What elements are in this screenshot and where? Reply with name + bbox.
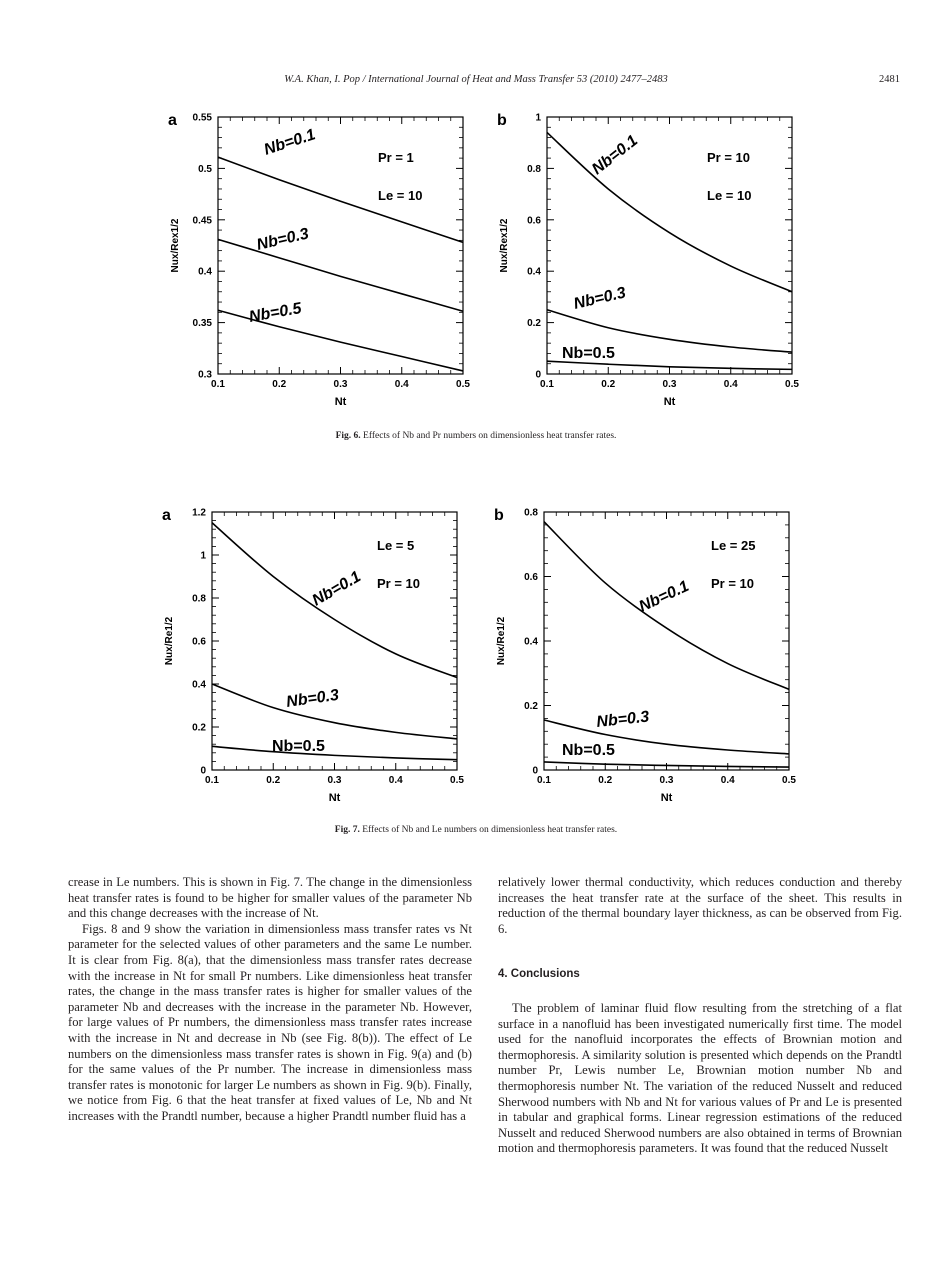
paragraph-1: crease in Le numbers. This is shown in Fig. 7. The change in the dimensionless heat transfer rates is found to be higher for smaller values of the parameter Nb and this change decreases with the increase of Nt. — [68, 875, 472, 921]
fig7-panel-a — [162, 507, 464, 804]
x-tick-label: 0.5 — [450, 775, 464, 786]
fig6-panel-a — [168, 112, 470, 408]
y-tick-label: 0.6 — [524, 572, 538, 583]
parameter-label: Le = 25 — [711, 538, 756, 553]
x-tick-label: 0.4 — [723, 379, 738, 390]
y-axis-label: Nux/Rex1/2 — [499, 218, 510, 273]
plot-frame — [212, 512, 457, 770]
parameter-label: Pr = 10 — [377, 576, 421, 591]
panel-letter: b — [497, 112, 507, 129]
parameter-label: Pr = 10 — [711, 576, 755, 591]
series-line — [212, 523, 457, 678]
fig6-caption — [0, 431, 952, 441]
page-number: 2481 — [879, 74, 900, 85]
y-tick-label: 0.4 — [192, 679, 206, 691]
series-line — [212, 746, 457, 759]
series-line — [547, 132, 792, 291]
series-label: Nb=0.3 — [285, 686, 340, 711]
x-tick-label: 0.1 — [540, 379, 554, 390]
parameter-label: Pr = 1 — [378, 150, 414, 165]
y-tick-label: 0 — [200, 765, 206, 777]
paragraph-3: relatively lower thermal conductivity, which reduces conduction and thereby increases the heat transfer rate at the surface of the sheet. This results in reduction of the thermal boundary layer thickness, as can be observed from Fig. 6. — [498, 875, 902, 936]
y-tick-label: 0.4 — [198, 266, 212, 278]
series-label: Nb=0.1 — [636, 577, 692, 616]
y-tick-label: 0.2 — [192, 722, 206, 734]
y-tick-label: 0 — [532, 765, 538, 777]
fig7-caption-text: Effects of Nb and Le numbers on dimensionless heat transfer rates. — [362, 825, 618, 835]
series-line — [218, 239, 463, 311]
y-tick-label: 0.4 — [527, 266, 541, 278]
x-axis-label: Nt — [334, 396, 347, 408]
parameter-label: Le = 10 — [707, 188, 752, 203]
y-tick-label: 0.35 — [192, 318, 212, 330]
journal-citation: W.A. Khan, I. Pop / International Journal of Heat and Mass Transfer 53 (2010) 2477–2483 — [284, 74, 668, 85]
x-tick-label: 0.4 — [720, 775, 735, 786]
x-tick-label: 0.5 — [785, 379, 799, 390]
x-tick-label: 0.3 — [327, 775, 342, 786]
series-label: Nb=0.5 — [272, 738, 325, 755]
x-tick-label: 0.4 — [394, 379, 409, 390]
y-tick-label: 0 — [535, 369, 541, 381]
y-axis-label: Nux/Re1/2 — [164, 616, 175, 666]
series-label: Nb=0.1 — [588, 132, 642, 179]
series-label: Nb=0.3 — [595, 708, 651, 731]
plot-frame — [547, 117, 792, 374]
series-label: Nb=0.5 — [562, 345, 615, 362]
y-tick-label: 0.55 — [192, 112, 212, 124]
series-label: Nb=0.3 — [255, 225, 311, 254]
right-column — [498, 875, 902, 1157]
fig6-panel-b — [497, 112, 799, 408]
x-tick-label: 0.2 — [272, 379, 287, 390]
x-tick-label: 0.4 — [388, 775, 403, 786]
y-tick-label: 0.3 — [198, 369, 212, 381]
y-tick-label: 0.2 — [527, 318, 541, 330]
y-tick-label: 0.45 — [192, 215, 212, 227]
panel-letter: b — [494, 507, 504, 524]
y-tick-label: 0.5 — [198, 163, 212, 175]
plot-frame — [218, 117, 463, 374]
y-tick-label: 0.6 — [192, 636, 206, 648]
fig7-caption-label: Fig. 7. — [334, 825, 360, 835]
figure-7 — [160, 502, 820, 817]
x-tick-label: 0.2 — [598, 775, 613, 786]
fig7-panel-b — [494, 507, 796, 804]
running-header — [0, 74, 952, 90]
y-tick-label: 0.2 — [524, 701, 538, 712]
y-tick-label: 0.8 — [192, 593, 206, 605]
y-tick-label: 1.2 — [192, 507, 206, 519]
x-tick-label: 0.5 — [456, 379, 470, 390]
fig7-caption — [0, 825, 952, 835]
x-tick-label: 0.3 — [662, 379, 677, 390]
y-axis-label: Nux/Re1/2 — [496, 616, 507, 666]
paragraph-4: The problem of laminar fluid flow resulting from the stretching of a flat surface in a nanofluid has been investigated numerically first time. The model used for the nanofluid incorporates the effects of Brownian motion and thermophoresis. A similarity solution is presented which depends on the Prandtl number Pr, Lewis number Le, Brownian motion number Nb and thermophoresis number Nt. The variation of the reduced Nusselt and reduced Sherwood numbers with Nb and Nt for various values of Pr and Le is presented in tabular and graphical forms. Linear regression estimations of the reduced Nusselt and reduced Sherwood numbers are also obtained in terms of Brownian motion and thermophoresis parameters. It was found that the reduced Nusselt — [498, 1000, 902, 1156]
y-tick-label: 1 — [200, 550, 206, 562]
x-tick-label: 0.1 — [537, 775, 551, 786]
series-label: Nb=0.1 — [309, 568, 364, 610]
x-tick-label: 0.1 — [211, 379, 225, 390]
x-tick-label: 0.3 — [333, 379, 348, 390]
x-tick-label: 0.2 — [601, 379, 616, 390]
left-column — [68, 875, 472, 1125]
x-tick-label: 0.3 — [659, 775, 674, 786]
panel-letter: a — [162, 507, 171, 524]
fig6-caption-text: Effects of Nb and Pr numbers on dimensionless heat transfer rates. — [363, 431, 617, 441]
y-tick-label: 0.4 — [524, 636, 538, 648]
x-tick-label: 0.1 — [205, 775, 219, 786]
x-axis-label: Nt — [328, 792, 341, 804]
section-title: 4. Conclusions — [498, 968, 580, 981]
y-tick-label: 0.8 — [527, 163, 541, 175]
parameter-label: Pr = 10 — [707, 150, 751, 165]
series-label: Nb=0.1 — [261, 126, 318, 159]
x-tick-label: 0.2 — [266, 775, 281, 786]
y-axis-label: Nux/Rex1/2 — [170, 218, 181, 273]
x-axis-label: Nt — [660, 792, 673, 804]
series-label: Nb=0.5 — [562, 742, 615, 759]
series-label: Nb=0.5 — [247, 300, 303, 326]
parameter-label: Le = 5 — [377, 538, 415, 553]
paragraph-2: Figs. 8 and 9 show the variation in dimensionless mass transfer rates vs Nt parameter for the selected values of other parameters and the same Le number. It is clear from Fig. 8(a), that the dimensionless mass transfer rates decrease with the increase in Nt for small Pr numbers. Like dimensionless heat transfer rates, the change in the mass transfer rates is higher for smaller values of the parameter Nb and decreases with the increase in the parameter Nb. However, for large values of Pr numbers, the dimensionless mass transfer rates increase with the increase in Nt and decrease in Nb (see Fig. 8(b)). The effect of Le numbers on the dimensionless mass transfer rates is shown in Fig. 9(a) and (b) for the same values of the Pr number. The increase in dimensionless mass transfer rates is monotonic for larger Le numbers as shown in Fig. 9(b). Finally, we notice from Fig. 6 that the heat transfer at fixed values of Le, Nb and Nt increases with the Prandtl number, because a higher Prandtl number fluid has a — [68, 921, 472, 1123]
y-tick-label: 1 — [535, 112, 541, 124]
x-axis-label: Nt — [663, 396, 676, 408]
y-tick-label: 0.6 — [527, 215, 541, 227]
figure-6 — [160, 105, 820, 420]
panel-letter: a — [168, 112, 177, 129]
fig6-caption-label: Fig. 6. — [335, 431, 361, 441]
series-label: Nb=0.3 — [572, 284, 628, 313]
y-tick-label: 0.8 — [524, 507, 538, 519]
parameter-label: Le = 10 — [378, 188, 423, 203]
x-tick-label: 0.5 — [782, 775, 796, 786]
series-line — [218, 157, 463, 242]
